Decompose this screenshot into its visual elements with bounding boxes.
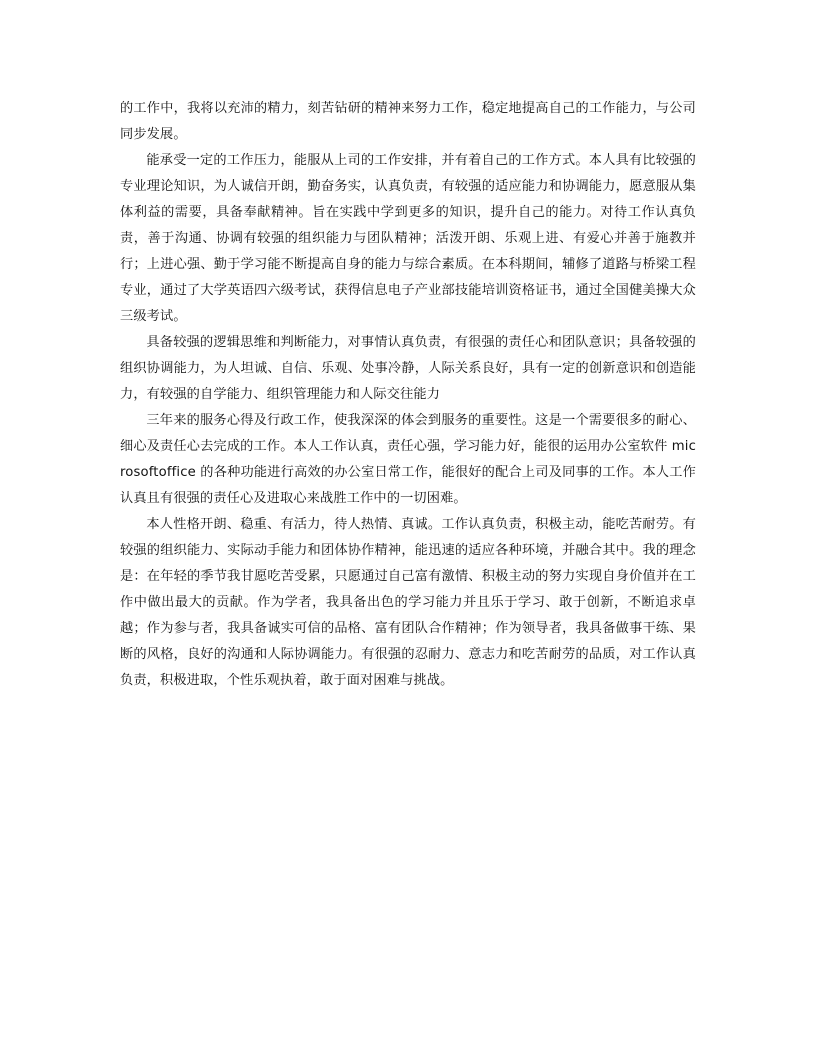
paragraph-personality: 本人性格开朗、稳重、有活力，待人热情、真诚。工作认真负责，积极主动，能吃苦耐劳。有较强的组织能力、实际动手能力和团体协作精神，能迅速的适应各种环境，并融合其中。我的理念是：在年轻的季节我甘愿吃苦受累，只愿通过自己富有激情、积极主动的努力实现自身价值并在工作中做出最大的贡献。作为学者，我具备出色的学习能力并且乐于学习、敢于创新，不断追求卓越；作为参与者，我具备诚实可信的品格、富有团队合作精神；作为领导者，我具备做事干练、果断的风格，良好的沟通和人际协调能力。有很强的忍耐力、意志力和吃苦耐劳的品质，对工作认真负责，积极进取，个性乐观执着，敢于面对困难与挑战。 xyxy=(120,517,696,688)
paragraph-logic-ability: 具备较强的逻辑思维和判断能力，对事情认真负责，有很强的责任心和团队意识；具备较强的组织协调能力，为人坦诚、自信、乐观、处事冷静，人际关系良好，具有一定的创新意识和创造能力，有较强的自学能力、组织管理能力和人际交往能力 xyxy=(120,335,696,402)
paragraph-work-pressure: 能承受一定的工作压力，能服从上司的工作安排，并有着自己的工作方式。本人具有比较强的专业理论知识，为人诚信开朗，勤奋务实，认真负责，有较强的适应能力和协调能力，愿意服从集体利益的需要，具备奉献精神。旨在实践中学到更多的知识，提升自己的能力。对待工作认真负责，善于沟通、协调有较强的组织能力与团队精神；活泼开朗、乐观上进、有爱心并善于施教并行；上进心强、勤于学习能不断提高自身的能力与综合素质。在本科期间，辅修了道路与桥梁工程专业，通过了大学英语四六级考试，获得信息电子产业部技能培训资格证书，通过全国健美操大众三级考试。 xyxy=(120,153,696,324)
paragraph-continuation: 的工作中，我将以充沛的精力，刻苦钻研的精神来努力工作，稳定地提高自己的工作能力，与公司同步发展。 xyxy=(120,101,696,142)
document-body xyxy=(120,96,696,694)
paragraph-service-experience: 三年来的服务心得及行政工作，使我深深的体会到服务的重要性。这是一个需要很多的耐心、细心及责任心去完成的工作。本人工作认真，责任心强，学习能力好，能很的运用办公室软件 microsoftoffice 的各种功能进行高效的办公室日常工作，能很好的配合上司及同事的工作。本人工作认真且有很强的责任心及进取心来战胜工作中的一切困难。 xyxy=(120,413,696,506)
